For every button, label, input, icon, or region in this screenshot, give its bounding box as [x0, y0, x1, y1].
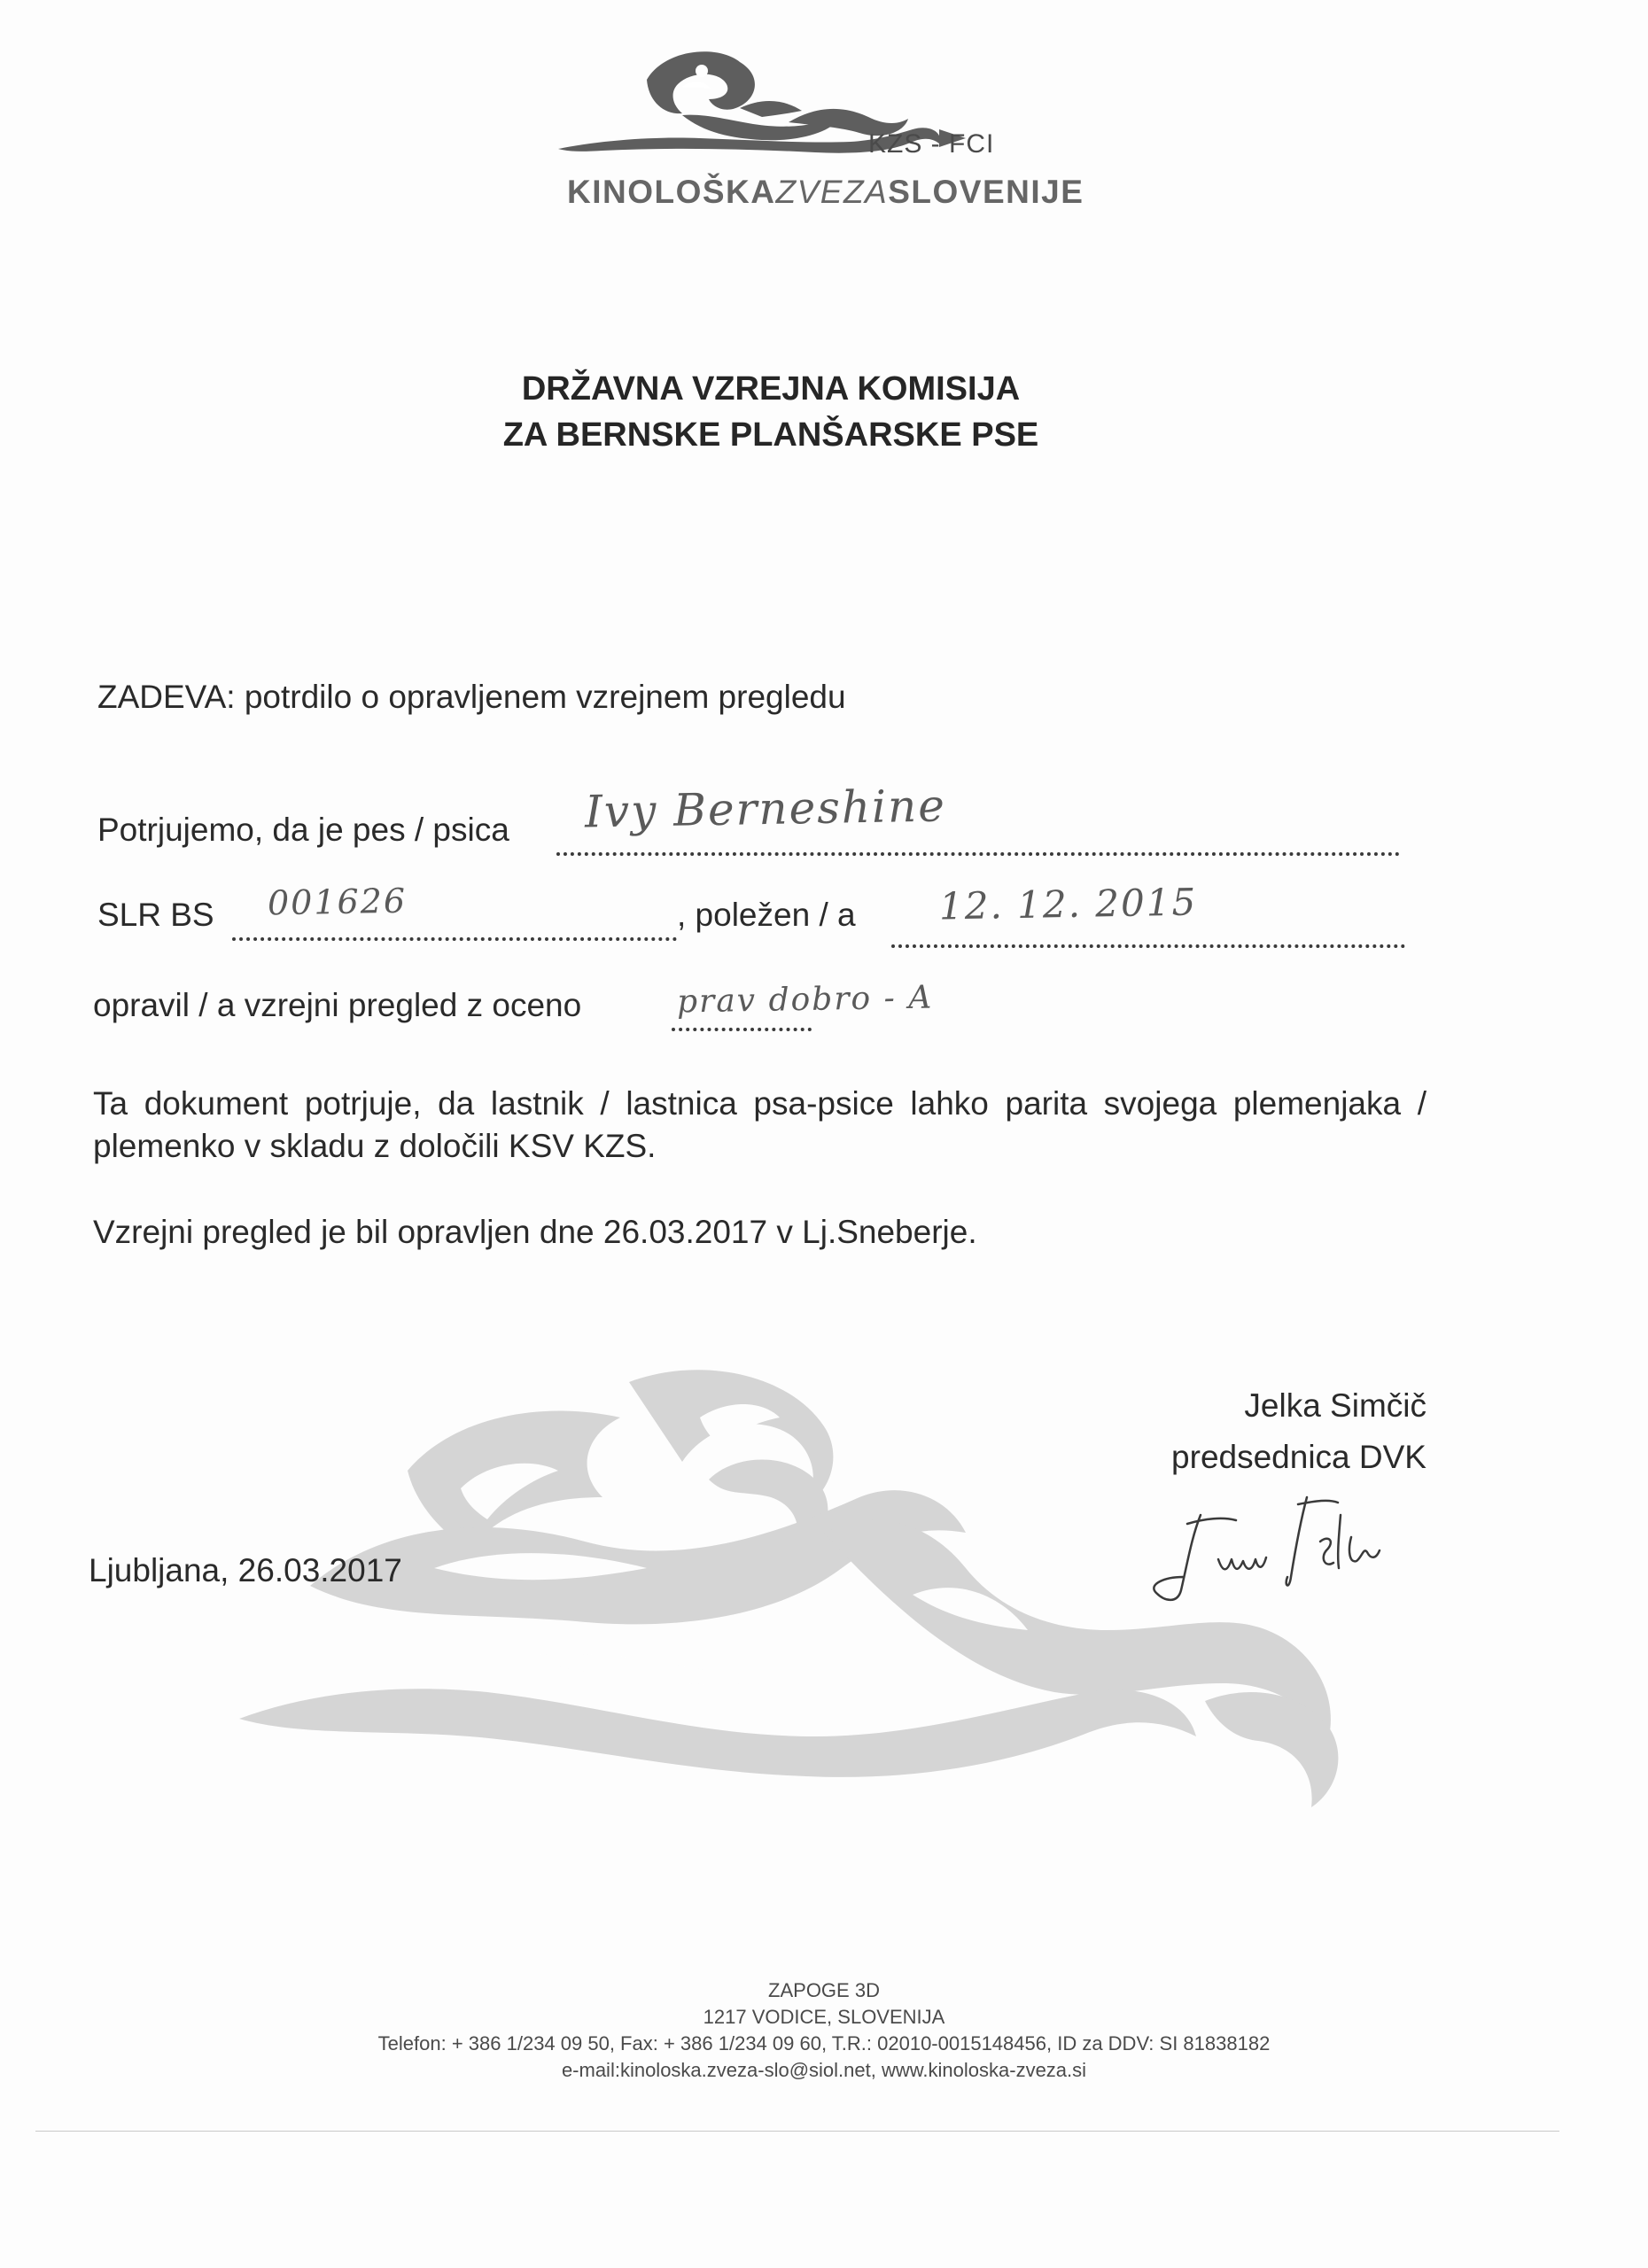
- handwritten-signature: [1139, 1488, 1404, 1621]
- born-label: , poležen / a: [677, 897, 856, 933]
- dog-label: Potrjujemo, da je pes / psica: [97, 812, 509, 848]
- footer-contact: Telefon: + 386 1/234 09 50, Fax: + 386 1/234 09 60, T.R.: 02010-0015148456, ID za DDV: SI 81838182: [377, 2032, 1271, 2054]
- slr-dotted-line: [232, 930, 677, 941]
- org-name-part1: KINOLOŠKA: [567, 174, 776, 210]
- examination-date-paragraph: Vzrejni pregled je bil opravljen dne 26.03.2017 v Lj.Sneberje.: [93, 1214, 977, 1250]
- subject-line: ZADEVA: potrdilo o opravljenem vzrejnem pregledu: [97, 679, 846, 715]
- slr-number-handwritten: 001626: [267, 881, 408, 923]
- fci-code: KZS - FCI: [868, 129, 995, 159]
- org-name-part3: SLOVENIJE: [888, 174, 1084, 210]
- footer-divider: [35, 2131, 1559, 2132]
- footer-email-web: e-mail:kinoloska.zveza-slo@siol.net, www.kinoloska-zveza.si: [561, 2059, 1087, 2081]
- commission-heading-line1: DRŽAVNA VZREJNA KOMISIJA: [521, 370, 1021, 408]
- grade-handwritten: prav dobro - A: [676, 979, 934, 1021]
- birth-date-dotted-line: [891, 937, 1405, 948]
- signatory-title: predsednica DVK: [1171, 1439, 1426, 1475]
- commission-heading-line2: ZA BERNSKE PLANŠARSKE PSE: [502, 416, 1039, 454]
- birth-date-handwritten: 12. 12. 2015: [938, 880, 1198, 928]
- organization-name: [567, 174, 1084, 211]
- place-and-date: Ljubljana, 26.03.2017: [89, 1552, 402, 1588]
- authorization-paragraph: Ta dokument potrjuje, da lastnik / lastnica psa-psice lahko parita svojega plemenjaka / plemenko v skladu z določili KSV KZS.: [93, 1085, 1426, 1164]
- slr-label: SLR BS: [97, 897, 214, 933]
- grade-dotted-line: [672, 1021, 812, 1031]
- signatory-name: Jelka Simčič: [1244, 1387, 1426, 1424]
- footer-city: 1217 VODICE, SLOVENIJA: [703, 2006, 945, 2028]
- footer-street: ZAPOGE 3D: [768, 1979, 880, 2001]
- dog-name-dotted-line: [556, 845, 1400, 856]
- dog-name-handwritten: Ivy Berneshine: [584, 780, 947, 838]
- grade-label: opravil / a vzrejni pregled z oceno: [93, 987, 582, 1023]
- org-name-part2: ZVEZA: [775, 174, 889, 210]
